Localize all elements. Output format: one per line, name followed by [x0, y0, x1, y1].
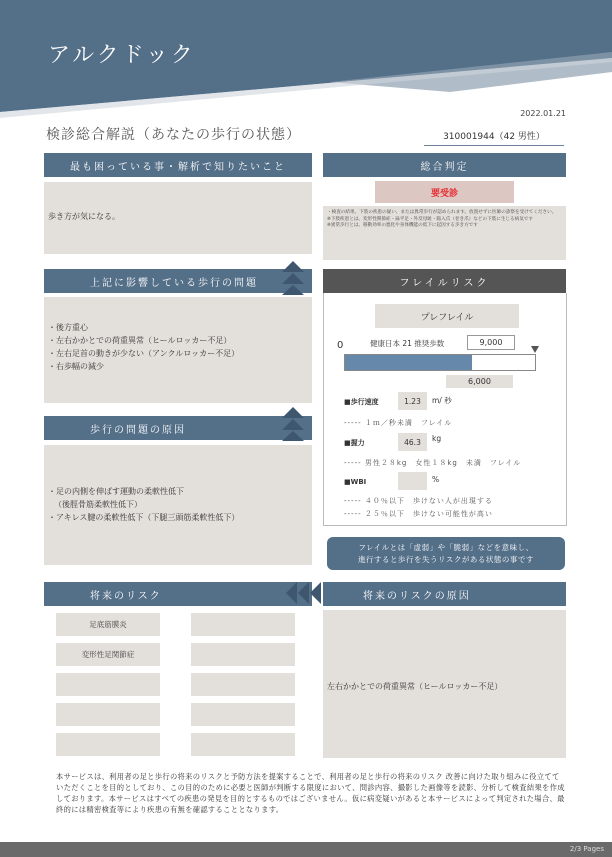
concern-panel	[44, 182, 312, 254]
gait-problem-item: ・左右足首の動きが少ない（アンクルロッカー不足）	[48, 349, 240, 358]
future-risk-item	[191, 613, 295, 636]
future-risk-item: 変形性足関節症	[56, 643, 160, 666]
future-risk-item	[56, 733, 160, 756]
future-risk-item	[56, 673, 160, 696]
gait-problems-title: 上記に影響している歩行の問題	[90, 277, 258, 289]
concern-text: 歩き方が気になる。	[48, 212, 120, 221]
future-risk-title: 将来のリスク	[90, 590, 162, 602]
report-date: 2022.01.21	[520, 109, 566, 118]
future-risk-item	[191, 673, 295, 696]
wbi-value	[398, 472, 427, 490]
grip-label: ■握力	[344, 439, 365, 447]
triangle-down-icon	[531, 346, 539, 354]
gait-problem-item: ・後方重心	[48, 323, 88, 332]
concern-header: 最も困っている事・解析で知りたいこと	[44, 153, 312, 177]
risk-cause-panel	[323, 610, 566, 758]
wbi-unit: %	[432, 475, 440, 484]
future-risk-item	[191, 733, 295, 756]
cause-item: ・足の内側を伸ばす運動の柔軟性低下	[48, 487, 184, 496]
frailty-header: フレイルリスク	[323, 269, 566, 293]
verdict-header: 総合判定	[323, 153, 566, 177]
steps-progress-bar	[344, 354, 536, 371]
risk-cause-header	[323, 582, 566, 606]
footer-bar	[0, 842, 612, 857]
future-risk-item	[191, 703, 295, 726]
steps-target: 9,000	[467, 335, 515, 350]
double-chevron-up-icon	[282, 407, 304, 441]
future-risk-item: 足底筋膜炎	[56, 613, 160, 636]
speed-value: 1.23	[398, 392, 427, 410]
speed-unit: m/ 秒	[432, 396, 452, 405]
wbi-note-25: ----- ２５％以下 歩けない可能性が高い	[344, 510, 493, 518]
grip-note: ----- 男性２８kg 女性１８kg 未満 フレイル	[344, 459, 522, 467]
future-risk-item	[191, 643, 295, 666]
verdict-note-panel	[323, 206, 566, 260]
frailty-level: プレフレイル	[375, 304, 519, 328]
double-chevron-up-icon	[282, 261, 304, 295]
patient-id: 310001944（42 男性）	[424, 129, 564, 146]
wbi-label: ■WBI	[344, 478, 367, 486]
steps-zero: 0	[337, 340, 344, 351]
disclaimer: 本サービスは、利用者の足と歩行の将来のリスクと予防方法を提案することで、利用者の足と歩行の将来のリスク 改善に向けた取り組みに役立てていただくことを目的としており、この目的のために必要と医師が判断する限度において、問診内容、撮影した画像等を読影、分析して検査結果を作成しております。本サービスはすべての疾患の発見を目的とするものではございません。仮に病変疑いがあると本サービスによって判定された場合、最終的には精密検査等により疾患の有無を確認することとなります。	[56, 772, 565, 814]
gait-problems-panel	[44, 297, 312, 403]
causes-header	[44, 416, 312, 440]
page-indicator: 2/3 Pages	[569, 845, 604, 853]
steps-value: 6,000	[446, 375, 513, 388]
causes-panel	[44, 445, 312, 565]
document-title: 検診総合解説（あなたの歩行の状態）	[46, 127, 301, 143]
frailty-definition: フレイルとは「虚弱」や「脆弱」などを意味し、 進行すると歩行を失うリスクがある状態の事です	[327, 537, 565, 570]
causes-title: 歩行の問題の原因	[90, 424, 186, 436]
risk-cause-title: 将来のリスクの原因	[363, 590, 471, 602]
future-risk-item	[56, 703, 160, 726]
verdict-result: 要受診	[375, 181, 514, 203]
grip-unit: kg	[432, 434, 442, 443]
gait-problem-item: ・左右かかとでの荷重異常（ヒールロッカー不足）	[48, 336, 232, 345]
steps-progress-fill	[345, 355, 472, 370]
app-title: アルクドック	[48, 43, 196, 68]
speed-label: ■歩行速度	[344, 398, 379, 406]
steps-label: 健康日本 21 推奨歩数	[370, 339, 445, 348]
future-risk-header	[44, 582, 312, 606]
triple-chevron-left-icon	[286, 582, 322, 604]
gait-problem-item: ・右歩幅の減少	[48, 362, 104, 371]
speed-note: ----- １ｍ／秒未満 フレイル	[344, 419, 453, 427]
cause-item: ・アキレス腱の柔軟性低下（下腿三頭筋柔軟性低下）	[48, 513, 240, 522]
risk-cause-text: 左右かかとでの荷重異常（ヒールロッカー不足）	[327, 682, 503, 691]
cause-item: （後脛骨筋柔軟性低下）	[54, 500, 142, 509]
wbi-note-40: ----- ４０％以下 歩けない人が出現する	[344, 497, 493, 505]
verdict-note: ・検査の結果、下肢の疾患の疑い、または異常歩行が認められます。放置せずに医師の診察を受けてください。 ※下肢疾患とは、変形性関節症・扁平足・外反母趾・陥入爪（巻き爪）などの下肢に生じる病気です ※異常歩行とは、移動効率の悪化や身体機能の低下に起因する歩き方です	[327, 210, 557, 229]
gait-problems-header	[44, 269, 312, 293]
grip-value: 46.3	[398, 433, 427, 451]
